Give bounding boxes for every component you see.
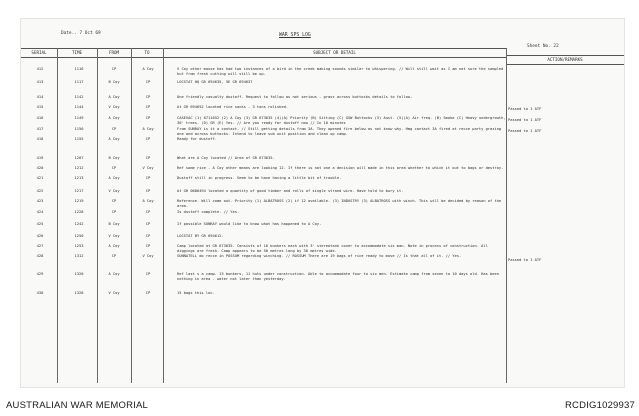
col-serial: SERIAL — [21, 48, 57, 58]
subject-cell: Ready for dustoff. — [177, 137, 217, 141]
serial-cell: 419 — [36, 156, 44, 160]
subject-cell: What are A Coy located // Area of GR 673635. — [177, 156, 275, 160]
action-cell: Passed to 1 ATF — [508, 258, 542, 262]
from-cell: CP — [111, 67, 117, 71]
from-cell: A Coy — [108, 95, 120, 99]
from-cell: A Coy — [108, 176, 120, 180]
serial-cell: 417 — [36, 127, 44, 131]
time-cell: 1242 — [74, 222, 84, 226]
to-cell: V Coy — [142, 254, 154, 258]
serial-cell: 428 — [36, 254, 44, 258]
to-cell: CP — [145, 137, 151, 141]
subject-cell: CASEVAC (1) 6711652 (2) A Coy (3) GR 673635 (4)(A) Priority (B) Sitting (C) GSW Buttocks (3) Aust. (5)(A) Air freq. (B) Smoke (C) Heavy undergrowth, 30' trees. (D) GR (E) Yes. // Are you ready for dustoff now // In 10 minutes — [177, 116, 506, 125]
to-cell: CP — [145, 234, 151, 238]
subject-cell: Dustoff still in progress. Seem to be have having a little bit of trouble. — [177, 176, 342, 180]
from-cell: A Coy — [108, 137, 120, 141]
from-cell: B Coy — [108, 156, 120, 160]
document-id: RCDIG1029937 — [565, 400, 635, 411]
serial-cell: 424 — [36, 210, 44, 214]
to-cell: A Coy — [142, 67, 154, 71]
col-from: FROM — [97, 48, 131, 58]
time-cell: 1328 — [74, 291, 84, 295]
subject-cell: Reference. Will come out. Priority (1) ALBATROSS (2) if 12 available. (3) INDUSTRY (3) ALBATROSS with winch. This will be decided by reason of the area. — [177, 199, 502, 208]
from-cell: B Coy — [108, 222, 120, 226]
to-cell: CP — [145, 105, 151, 109]
subject-cell: Camp located at GR 673635. Consists of 10 bunkers each with 3' stereotank cover to accommodate six man. Note in process of construction. All diggings are fresh. Camp appears to be 50 metres long by 30 metres wide. — [177, 244, 488, 253]
time-cell: 1142 — [74, 95, 84, 99]
from-cell: V Coy — [108, 291, 120, 295]
sheet-number: Sheet No. 22 — [527, 44, 559, 49]
col-subject: SUBJECT OR DETAIL — [163, 48, 506, 58]
from-cell: V Coy — [108, 105, 120, 109]
time-cell: 1253 — [74, 244, 84, 248]
serial-cell: 422 — [36, 189, 44, 193]
from-cell: CP — [111, 210, 117, 214]
to-cell: CP — [145, 95, 151, 99]
time-cell: 1320 — [74, 272, 84, 276]
serial-cell: 429 — [36, 272, 44, 276]
serial-cell: 423 — [36, 199, 44, 203]
subject-cell: Ref last s a camp. 13 bunkers, 11 huts under construction. Able to accommodate four to six men. Estimate camp from seven to 10 days old. Has been nothing in area - water not later than yesterday. — [177, 272, 499, 281]
serial-cell: 413 — [36, 80, 44, 84]
time-cell: 1117 — [74, 80, 84, 84]
to-cell: A Coy — [142, 199, 154, 203]
serial-cell: 421 — [36, 176, 44, 180]
serial-cell: 414 — [36, 95, 44, 99]
subject-cell: At GR 0686494 located a quantity of good timber and rolls of single strand wire. Have told to bury it. — [177, 189, 404, 193]
log-title: WAR SPS LOG — [279, 33, 311, 38]
subject-cell: Ref some rice - A Coy other means are looking 12. If there is not one a decision will made in this area whether to which it out to bags or destroy. — [177, 166, 504, 170]
from-cell: CP — [111, 254, 117, 258]
col-to: TO — [131, 48, 163, 58]
time-cell: 1212 — [74, 166, 84, 170]
time-cell: 1217 — [74, 189, 84, 193]
subject-cell: Is dustoff complete. // Yes. — [177, 210, 240, 214]
time-cell: 1116 — [74, 67, 84, 71]
action-cell: Passed to 1 ATF — [508, 118, 542, 122]
time-cell: 1250 — [74, 234, 84, 238]
time-cell: 1207 — [74, 156, 84, 160]
time-cell: 1312 — [74, 254, 84, 258]
to-cell: CP — [145, 210, 151, 214]
log-date: Date.. 7 Oct 69 — [61, 31, 101, 36]
subject-cell: At GR 694652 located rice sacks - 3 tons rolished. — [177, 105, 289, 109]
log-sheet — [20, 18, 625, 388]
to-cell: V Coy — [142, 166, 154, 170]
time-cell: 1155 — [74, 137, 84, 141]
from-cell: B Coy — [108, 80, 120, 84]
from-cell: A Coy — [108, 116, 120, 120]
to-cell: CP — [145, 176, 151, 180]
serial-cell: 426 — [36, 234, 44, 238]
from-cell: CP — [111, 127, 117, 131]
serial-cell: 415 — [36, 105, 44, 109]
subject-cell: SUNNATELL do recce in POSSUM regarding winching. // ROSSUM There are 19 bags of rice ready to move // Is that all of it. // Yes. — [177, 254, 462, 258]
time-cell: 1219 — [74, 199, 84, 203]
time-cell: 1150 — [74, 127, 84, 131]
divider — [163, 48, 164, 383]
col-action: ACTION/REMARKS — [506, 55, 624, 65]
to-cell: CP — [145, 222, 151, 226]
serial-cell: 412 — [36, 67, 44, 71]
subject-cell: V Coy other mouse has had two instances of a bird in the creek making sounds similar to whispering. // Will still wait as I am not sure the sampled hut from fresh cutting will still be up. — [177, 67, 504, 76]
subject-cell: If possible SUNRAY would like to know what has happened to A Coy. — [177, 222, 322, 226]
to-cell: CP — [145, 272, 151, 276]
action-cell: Passed to 1 ATF — [508, 107, 542, 111]
serial-cell: 425 — [36, 222, 44, 226]
to-cell: A Coy — [142, 127, 154, 131]
archive-credit: AUSTRALIAN WAR MEMORIAL — [6, 400, 149, 411]
to-cell: CP — [145, 80, 151, 84]
time-cell: 1213 — [74, 176, 84, 180]
from-cell: V Coy — [108, 189, 120, 193]
from-cell: CP — [111, 166, 117, 170]
to-cell: CP — [145, 116, 151, 120]
serial-cell: 420 — [36, 166, 44, 170]
to-cell: CP — [145, 244, 151, 248]
from-cell: A Coy — [108, 272, 120, 276]
action-cell: Passed to 1 ATF — [508, 129, 542, 133]
subject-cell: LOCSTAT HQ GR 694635, 5E GR 694637 — [177, 80, 253, 84]
from-cell: A Coy — [108, 244, 120, 248]
from-cell: V Coy — [108, 234, 120, 238]
subject-cell: 15 bags this loc. — [177, 291, 215, 295]
serial-cell: 416 — [36, 116, 44, 120]
to-cell: CP — [145, 291, 151, 295]
divider — [131, 48, 132, 383]
subject-cell: LOCSTAT BY GR 694612. — [177, 234, 224, 238]
subject-cell: From SUNRAY is it a contact. // Still getting details from 3A. They opened fire below as not know why. Hmg contact 3A fired at recce party grazing one and across buttocks. Intend to leave sub unit position and clean up camp. — [177, 127, 502, 136]
serial-cell: 418 — [36, 137, 44, 141]
serial-cell: 430 — [36, 291, 44, 295]
time-cell: 1228 — [74, 210, 84, 214]
col-time: TIME — [57, 48, 97, 58]
divider — [97, 48, 98, 383]
divider — [57, 48, 58, 383]
time-cell: 1149 — [74, 116, 84, 120]
to-cell: CP — [145, 156, 151, 160]
to-cell: CP — [145, 189, 151, 193]
from-cell: CP — [111, 199, 117, 203]
serial-cell: 427 — [36, 244, 44, 248]
time-cell: 1144 — [74, 105, 84, 109]
subject-cell: One friendly casualty dustoff. Request to follow as not serious - grass across buttocks details to follow. — [177, 95, 413, 99]
